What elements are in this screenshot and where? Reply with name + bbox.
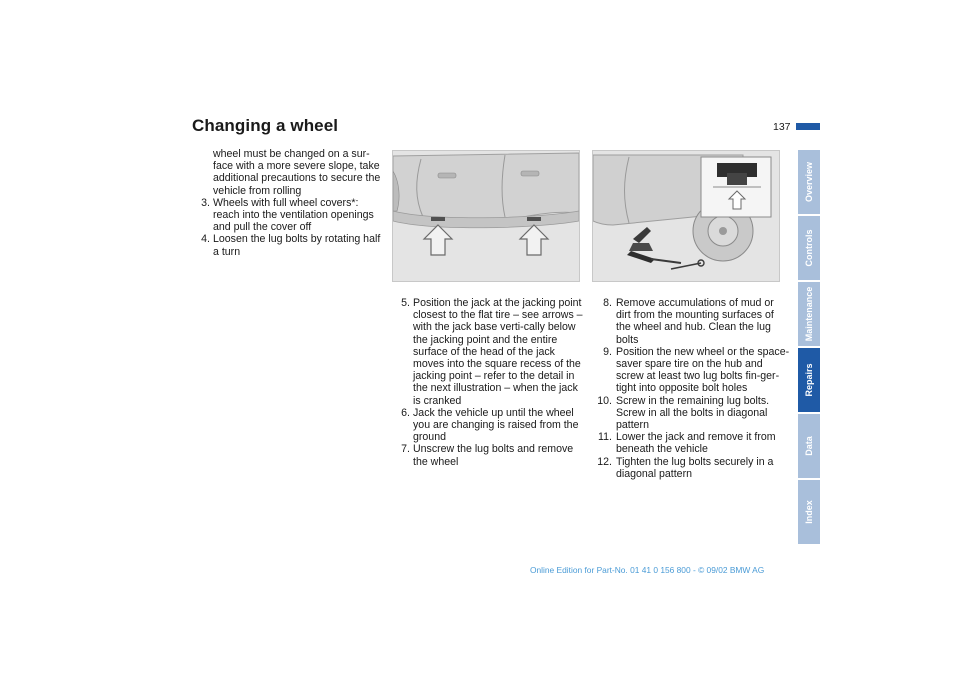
text-column-2 — [396, 297, 586, 468]
tab-label: Repairs — [804, 363, 814, 397]
tab-controls[interactable] — [798, 216, 820, 280]
section-tabs — [798, 150, 820, 546]
list-item — [596, 395, 791, 432]
list-item — [396, 297, 586, 407]
tab-repairs[interactable] — [798, 348, 820, 412]
list-item — [396, 443, 586, 467]
item-number: 5. — [401, 297, 410, 309]
list-item — [596, 431, 791, 455]
item-number: 8. — [603, 297, 612, 309]
tab-overview[interactable] — [798, 150, 820, 214]
list-item — [596, 346, 791, 395]
tab-index[interactable] — [798, 480, 820, 544]
item-number: 11. — [598, 431, 612, 444]
tab-label: Maintenance — [804, 286, 814, 342]
item-text: Loosen the lug bolts by rotating half a turn — [213, 233, 381, 258]
item-number: 12. — [597, 455, 612, 468]
text-column-1 — [196, 148, 386, 258]
jack-detail-illustration — [592, 150, 780, 282]
list-item — [196, 197, 386, 234]
item-number: 3. — [201, 196, 210, 209]
list-item — [596, 456, 791, 480]
text-column-3 — [596, 297, 791, 480]
item-text: Tighten the lug bolts securely in a diagonal pattern — [616, 455, 774, 480]
item-text: Lower the jack and remove it from beneath the vehicle — [616, 431, 776, 456]
list-item — [396, 407, 586, 444]
tab-data[interactable] — [798, 414, 820, 478]
tab-label: Data — [804, 436, 814, 456]
item-number: 7. — [401, 443, 410, 456]
tab-label: Controls — [804, 229, 814, 267]
tab-label: Overview — [804, 161, 814, 203]
item-number: 6. — [401, 406, 410, 419]
footer-edition-note: Online Edition for Part-No. 01 41 0 156 800 - © 09/02 BMW AG — [530, 565, 765, 575]
item-number: 4. — [201, 233, 210, 246]
list-item — [196, 233, 386, 257]
item-text: Wheels with full wheel covers*: reach into the ventilation openings and pull the cover off — [213, 196, 374, 234]
page-number-marker — [796, 123, 820, 130]
list-item — [596, 297, 791, 346]
item-text: Remove accumulations of mud or dirt from the mounting surfaces of the wheel and hub. Clean the lug bolts — [616, 297, 774, 346]
item-text: Position the new wheel or the space-saver spare tire on the hub and screw at least two lug bolts fin-ger-tight into opposite bolt holes — [616, 345, 790, 395]
item-text: Unscrew the lug bolts and remove the wheel — [413, 443, 574, 468]
tab-label: Index — [804, 500, 814, 524]
item-text: Position the jack at the jacking point closest to the flat tire – see arrows – with the jack base verti-cally below the jacking point and the entire surface of the head of the jack moves into the square recess of the jacking point – refer to the detail in the next illustration – when the jack is cranked — [413, 297, 583, 407]
item-number: 9. — [603, 345, 612, 358]
item-number: 10. — [597, 394, 612, 407]
tab-maintenance[interactable] — [798, 282, 820, 346]
page-number: 137 — [773, 121, 791, 133]
jacking-points-illustration — [392, 150, 580, 282]
item-text: Screw in the remaining lug bolts. Screw in all the bolts in diagonal pattern — [616, 394, 770, 432]
continuation-text: wheel must be changed on a sur-face with a more severe slope, take additional precautions to secure the vehicle from rolling — [213, 148, 381, 197]
page-title: Changing a wheel — [192, 116, 339, 135]
item-text: Jack the vehicle up until the wheel you are changing is raised from the ground — [413, 406, 579, 444]
